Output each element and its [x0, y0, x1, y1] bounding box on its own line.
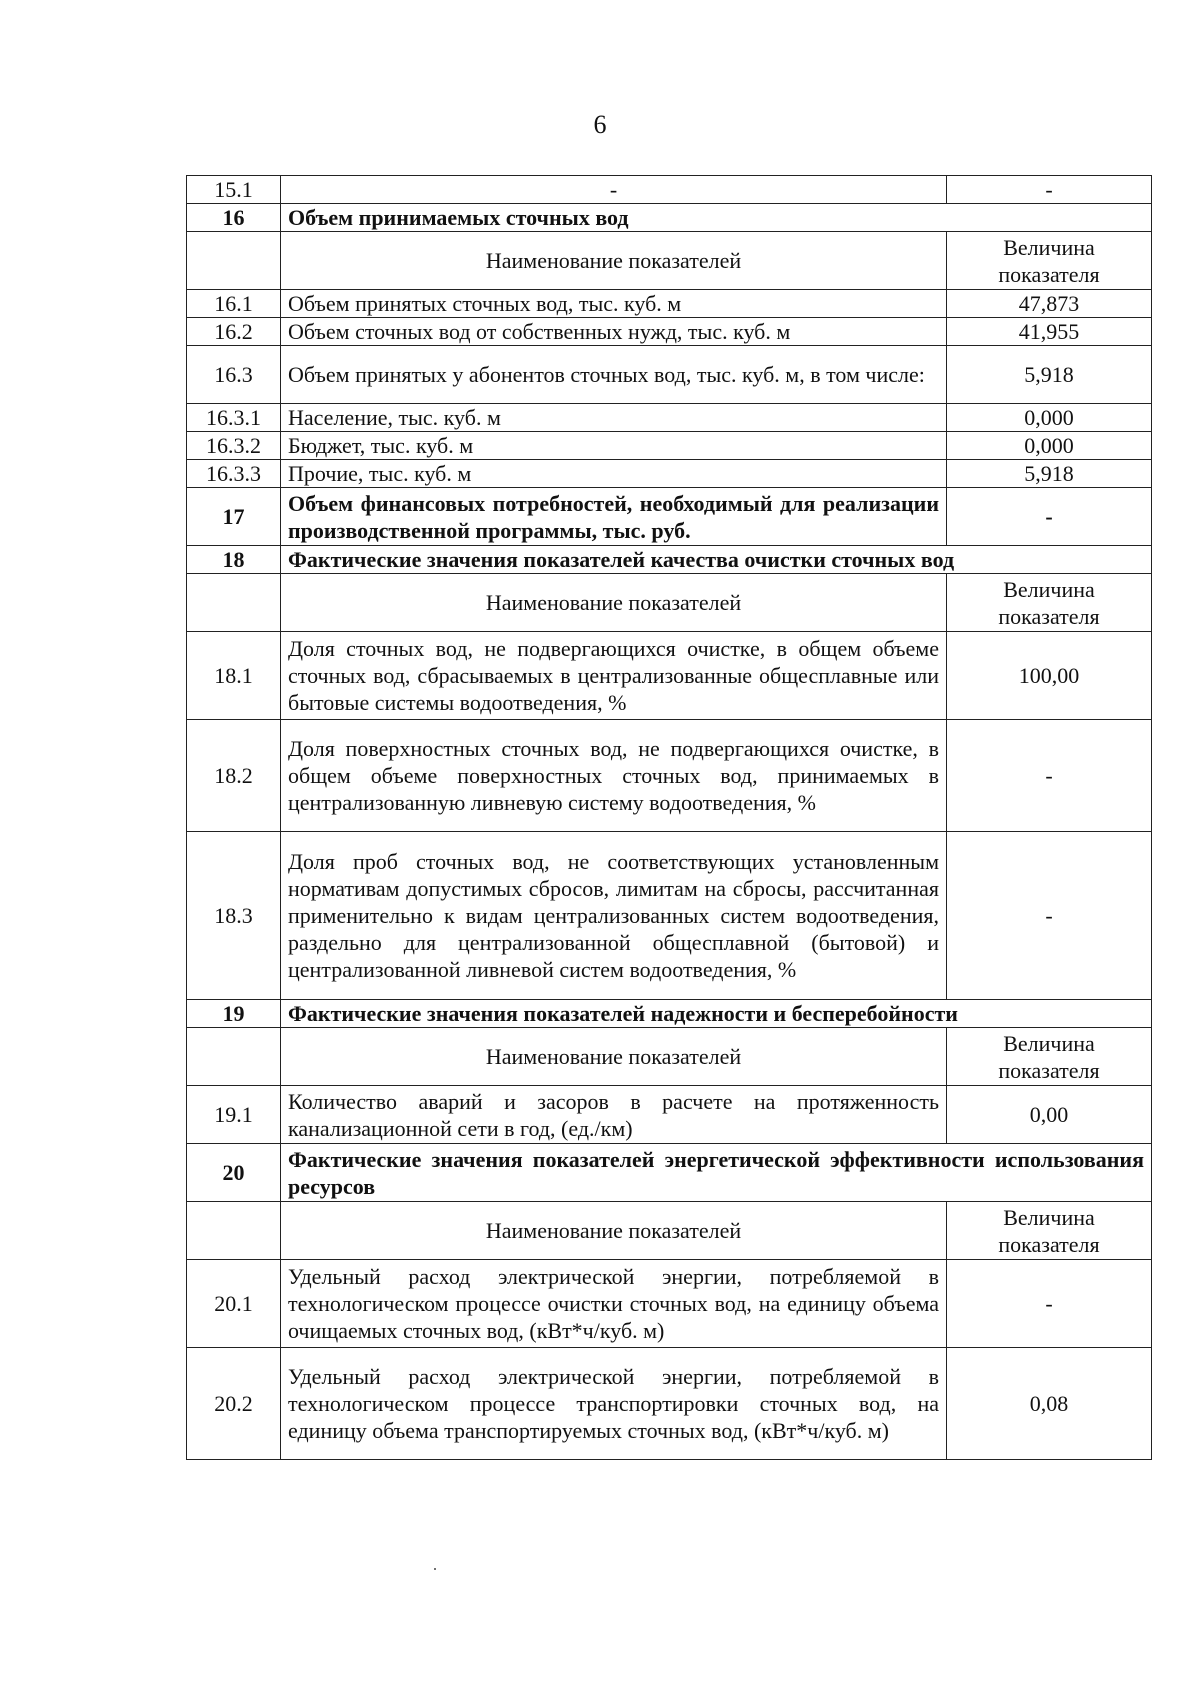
row-value: 0,000	[947, 404, 1152, 432]
row-name: Удельный расход электрической энергии, потребляемой в технологическом процессе транспортировки сточных вод, на единицу объема транспортируемых сточных вод, (кВт*ч/куб. м)	[281, 1348, 947, 1460]
row-value: 0,00	[947, 1086, 1152, 1144]
header-name: Наименование показателей	[281, 1202, 947, 1260]
section-row	[187, 546, 1152, 574]
header-row	[187, 1202, 1152, 1260]
section-title: Фактические значения показателей надежности и бесперебойности	[281, 1000, 1152, 1028]
header-value: Величина показателя	[947, 1028, 1152, 1086]
table-row	[187, 318, 1152, 346]
header-empty-cell	[187, 1202, 281, 1260]
row-value: 5,918	[947, 460, 1152, 488]
table-row	[187, 290, 1152, 318]
row-number: 15.1	[187, 176, 281, 204]
row-value: 47,873	[947, 290, 1152, 318]
section-title: Объем финансовых потребностей, необходимый для реализации производственной программы, тыс. руб.	[281, 488, 947, 546]
row-value: 100,00	[947, 632, 1152, 720]
row-value: -	[947, 832, 1152, 1000]
row-name: -	[281, 176, 947, 204]
row-number: 16.2	[187, 318, 281, 346]
header-name: Наименование показателей	[281, 232, 947, 290]
row-number: 16.3.1	[187, 404, 281, 432]
section-title: Фактические значения показателей качества очистки сточных вод	[281, 546, 1152, 574]
table-row	[187, 1348, 1152, 1460]
row-name: Прочие, тыс. куб. м	[281, 460, 947, 488]
header-empty-cell	[187, 232, 281, 290]
table-row	[187, 346, 1152, 404]
header-name: Наименование показателей	[281, 1028, 947, 1086]
row-name: Доля поверхностных сточных вод, не подвергающихся очистке, в общем объеме поверхностных сточных вод, принимаемых в централизованную ливневую систему водоотведения, %	[281, 720, 947, 832]
row-value: -	[947, 1260, 1152, 1348]
row-value: 41,955	[947, 318, 1152, 346]
table-row	[187, 176, 1152, 204]
row-name: Бюджет, тыс. куб. м	[281, 432, 947, 460]
row-name: Доля проб сточных вод, не соответствующих установленным нормативам допустимых сбросов, лимитам на сбросы, рассчитанная применительно к видам централизованных систем водоотведения, раздельно для централизованной общесплавной (бытовой) и централизованной ливневой систем водоотведения, %	[281, 832, 947, 1000]
section-value: -	[947, 488, 1152, 546]
row-number: 16.3.2	[187, 432, 281, 460]
row-number: 19.1	[187, 1086, 281, 1144]
row-number: 20.2	[187, 1348, 281, 1460]
row-number: 16.3	[187, 346, 281, 404]
row-number: 16.1	[187, 290, 281, 318]
table-row	[187, 404, 1152, 432]
section-row	[187, 488, 1152, 546]
table-row	[187, 1086, 1152, 1144]
row-name: Объем принятых сточных вод, тыс. куб. м	[281, 290, 947, 318]
row-number: 18.3	[187, 832, 281, 1000]
table-row	[187, 632, 1152, 720]
section-number: 19	[187, 1000, 281, 1028]
section-title: Фактические значения показателей энергетической эффективности использования ресурсов	[281, 1144, 1152, 1202]
header-empty-cell	[187, 574, 281, 632]
section-number: 16	[187, 204, 281, 232]
table-row	[187, 460, 1152, 488]
row-value: -	[947, 176, 1152, 204]
indicators-table	[186, 175, 1152, 1460]
header-name: Наименование показателей	[281, 574, 947, 632]
page-number: 6	[593, 110, 607, 139]
section-title: Объем принимаемых сточных вод	[281, 204, 1152, 232]
header-row	[187, 232, 1152, 290]
section-number: 20	[187, 1144, 281, 1202]
row-value: -	[947, 720, 1152, 832]
section-row	[187, 204, 1152, 232]
header-value: Величина показателя	[947, 574, 1152, 632]
row-name: Население, тыс. куб. м	[281, 404, 947, 432]
header-row	[187, 1028, 1152, 1086]
header-value: Величина показателя	[947, 1202, 1152, 1260]
section-number: 18	[187, 546, 281, 574]
scan-speck	[434, 1568, 436, 1570]
table-row	[187, 432, 1152, 460]
row-value: 5,918	[947, 346, 1152, 404]
row-name: Объем сточных вод от собственных нужд, тыс. куб. м	[281, 318, 947, 346]
row-number: 16.3.3	[187, 460, 281, 488]
table-row	[187, 832, 1152, 1000]
row-number: 18.2	[187, 720, 281, 832]
row-name: Количество аварий и засоров в расчете на протяженность канализационной сети в год, (ед./км)	[281, 1086, 947, 1144]
row-number: 18.1	[187, 632, 281, 720]
row-value: 0,000	[947, 432, 1152, 460]
table-row	[187, 720, 1152, 832]
section-row	[187, 1000, 1152, 1028]
row-name: Доля сточных вод, не подвергающихся очистке, в общем объеме сточных вод, сбрасываемых в централизованные общесплавные или бытовые системы водоотведения, %	[281, 632, 947, 720]
table-row	[187, 1260, 1152, 1348]
header-value: Величина показателя	[947, 232, 1152, 290]
section-row	[187, 1144, 1152, 1202]
row-name: Объем принятых у абонентов сточных вод, тыс. куб. м, в том числе:	[281, 346, 947, 404]
header-empty-cell	[187, 1028, 281, 1086]
row-name: Удельный расход электрической энергии, потребляемой в технологическом процессе очистки сточных вод, на единицу объема очищаемых сточных вод, (кВт*ч/куб. м)	[281, 1260, 947, 1348]
row-number: 20.1	[187, 1260, 281, 1348]
row-value: 0,08	[947, 1348, 1152, 1460]
section-number: 17	[187, 488, 281, 546]
header-row	[187, 574, 1152, 632]
